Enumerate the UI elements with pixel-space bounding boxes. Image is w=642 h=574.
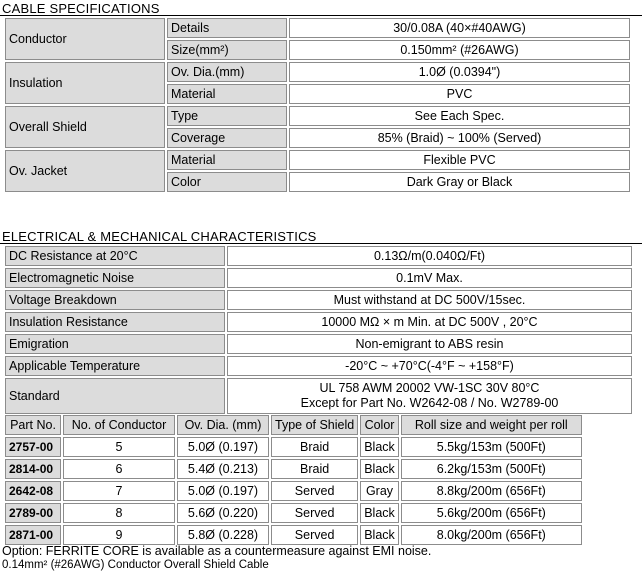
electrical-value: Must withstand at DC 500V/15sec. [227,290,632,310]
spec-label: Details [167,18,287,38]
part-number: 2814-00 [5,459,61,479]
spec-label: Color [167,172,287,192]
spec-value: PVC [289,84,630,104]
spec-label: Ov. Dia.(mm) [167,62,287,82]
electrical-row [5,290,632,310]
electrical-label: Standard [5,378,225,414]
parts-header-row [5,415,582,435]
roll-size: 6.2kg/153m (500Ft) [401,459,582,479]
spec-group-insulation: Insulation [5,62,165,104]
electrical-label: DC Resistance at 20°C [5,246,225,266]
conductor-count: 8 [63,503,175,523]
color: Black [360,437,399,457]
color: Gray [360,481,399,501]
electrical-value: Non-emigrant to ABS resin [227,334,632,354]
spec-label: Material [167,84,287,104]
spec-group-ov-jacket: Ov. Jacket [5,150,165,192]
standard-line-2: Except for Part No. W2642-08 / No. W2789-00 [300,396,559,410]
electrical-value-standard [227,378,632,414]
ov-dia: 5.0Ø (0.197) [177,437,269,457]
cable-spec-table [3,16,632,194]
table-row [5,525,582,545]
electrical-row [5,246,632,266]
conductor-count: 7 [63,481,175,501]
electrical-table [3,244,634,416]
shield-type: Braid [271,459,358,479]
electrical-row [5,334,632,354]
header-type-of-shield: Type of Shield [271,415,358,435]
roll-size: 8.8kg/200m (656Ft) [401,481,582,501]
electrical-row [5,312,632,332]
spec-row [5,150,630,170]
shield-type: Served [271,525,358,545]
part-number: 2642-08 [5,481,61,501]
electrical-row [5,268,632,288]
electrical-label: Insulation Resistance [5,312,225,332]
spec-label: Size(mm²) [167,40,287,60]
electrical-label: Applicable Temperature [5,356,225,376]
shield-type: Braid [271,437,358,457]
spec-label: Coverage [167,128,287,148]
shield-type: Served [271,481,358,501]
color: Black [360,525,399,545]
table-row [5,481,582,501]
spec-label: Material [167,150,287,170]
electrical-title: ELECTRICAL & MECHANICAL CHARACTERISTICS [2,229,317,244]
ov-dia: 5.4Ø (0.213) [177,459,269,479]
shield-type: Served [271,503,358,523]
table-row [5,503,582,523]
header-ov-dia: Ov. Dia. (mm) [177,415,269,435]
conductor-count: 9 [63,525,175,545]
electrical-label: Electromagnetic Noise [5,268,225,288]
spec-value: Dark Gray or Black [289,172,630,192]
electrical-value: 0.1mV Max. [227,268,632,288]
roll-size: 5.5kg/153m (500Ft) [401,437,582,457]
electrical-value: -20°C ~ +70°C(-4°F ~ +158°F) [227,356,632,376]
electrical-row-standard [5,378,632,414]
spec-row [5,18,630,38]
spec-label: Type [167,106,287,126]
electrical-value: 0.13Ω/m(0.040Ω/Ft) [227,246,632,266]
parts-table [3,413,584,547]
spec-group-overall-shield: Overall Shield [5,106,165,148]
header-no-of-conductor: No. of Conductor [63,415,175,435]
header-roll-size: Roll size and weight per roll [401,415,582,435]
table-row [5,459,582,479]
option-note: Option: FERRITE CORE is available as a countermeasure against EMI noise. [2,544,432,558]
part-number: 2757-00 [5,437,61,457]
electrical-label: Emigration [5,334,225,354]
ov-dia: 5.6Ø (0.220) [177,503,269,523]
spec-value: 0.150mm² (#26AWG) [289,40,630,60]
spec-group-conductor: Conductor [5,18,165,60]
part-number: 2789-00 [5,503,61,523]
standard-line-1: UL 758 AWM 20002 VW-1SC 30V 80°C [319,381,540,395]
color: Black [360,503,399,523]
electrical-label: Voltage Breakdown [5,290,225,310]
spec-value: See Each Spec. [289,106,630,126]
conductor-count: 6 [63,459,175,479]
spec-value: Flexible PVC [289,150,630,170]
ov-dia: 5.0Ø (0.197) [177,481,269,501]
part-number: 2871-00 [5,525,61,545]
spec-row [5,62,630,82]
spec-row [5,106,630,126]
roll-size: 5.6kg/200m (656Ft) [401,503,582,523]
electrical-value: 10000 MΩ × m Min. at DC 500V , 20°C [227,312,632,332]
color: Black [360,459,399,479]
electrical-row [5,356,632,376]
conductor-count: 5 [63,437,175,457]
caption: 0.14mm² (#26AWG) Conductor Overall Shield Cable [2,559,269,571]
table-row [5,437,582,457]
spec-value: 30/0.08A (40×#40AWG) [289,18,630,38]
spec-value: 1.0Ø (0.0394") [289,62,630,82]
ov-dia: 5.8Ø (0.228) [177,525,269,545]
header-color: Color [360,415,399,435]
roll-size: 8.0kg/200m (656Ft) [401,525,582,545]
header-part-no: Part No. [5,415,61,435]
spec-value: 85% (Braid) ~ 100% (Served) [289,128,630,148]
cable-spec-title: CABLE SPECIFICATIONS [2,1,160,16]
